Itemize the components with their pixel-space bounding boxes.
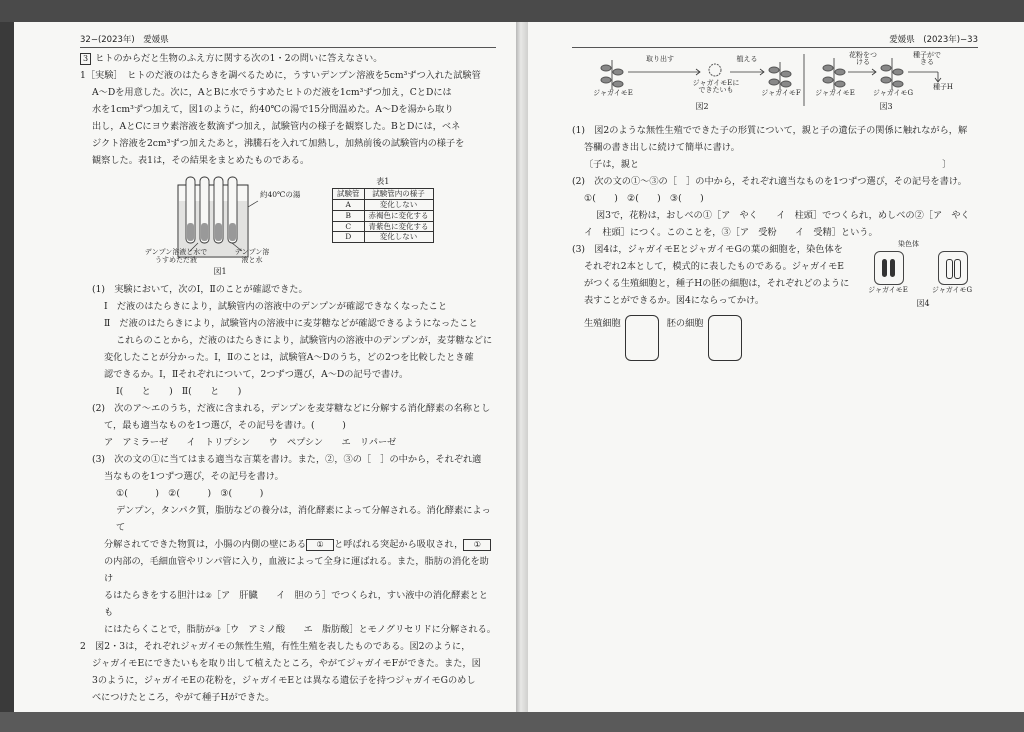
- question-intro-text: ヒトのからだと生物のふえ方に関する次の1・2の問いに答えなさい。: [95, 52, 383, 64]
- table-row: [333, 232, 434, 243]
- arrow-label-seed: 種子ができる: [913, 50, 941, 67]
- r-sub3-line: がつくる生殖細胞と，種子Hの胚の細胞は，それぞれどのように: [584, 277, 850, 289]
- table-cell: D: [333, 232, 365, 243]
- question-number: 3: [80, 53, 91, 65]
- q2-line: ジャガイモEにできたいもを取り出して植えたところ，やがてジャガイモFができた。また，図: [92, 658, 481, 670]
- sub3-line: 当なものを1つずつ選び，その記号を書け。: [104, 471, 284, 483]
- q1-line: 1［実験］ ヒトのだ液のはたらきを調べるために，うすいデンプン溶液を5cm³ずつ入れた試験管: [80, 69, 481, 81]
- chromosome: [954, 259, 961, 279]
- q2-line: べにつけたところ，やがて種子Hができた。: [92, 692, 275, 704]
- left-header: [80, 34, 496, 48]
- chromosome: [890, 259, 895, 277]
- cell-g: [938, 251, 968, 285]
- potato-e-label: ジャガイモE: [815, 88, 855, 97]
- answer-label-gamete: 生殖細胞: [584, 317, 621, 329]
- potato-f-label: ジャガイモF: [761, 88, 801, 97]
- r-sub3-line: それぞれ2本として，模式的に表したものである。ジャガイモE: [584, 260, 844, 272]
- blank-1-box: ①: [463, 539, 491, 551]
- right-header: [572, 34, 978, 48]
- sub1-line: Ⅱ だ液のはたらきにより，試験管内の溶液中に麦芽糖などが確認できるようになったこと: [104, 317, 478, 329]
- answer-line: 〔子は，親と 〕: [584, 158, 952, 170]
- table1-caption: 表1: [376, 176, 390, 186]
- r-sub2-line: 図3で，花粉は，おしべの①［ア やく イ 柱頭］でつくられ，めしべの②［ア やく: [596, 209, 970, 221]
- r-sub1-line: (1) 図2のような無性生殖でできた子の形質について，親と子の遺伝子の関係に触れながら，解: [572, 124, 968, 136]
- table-header: 試験管: [333, 189, 365, 200]
- table-cell: B: [333, 210, 365, 221]
- left-page: [14, 22, 516, 712]
- answer-line: ①( ) ②( ) ③( ): [584, 192, 704, 204]
- tube-label-right: デンプン溶液と水: [234, 247, 270, 264]
- answer-line: Ⅰ( と ) Ⅱ( と ): [116, 385, 242, 397]
- sub1-line: Ⅰ だ液のはたらきにより，試験管内の溶液中のデンプンが確認できなくなったこと: [104, 300, 448, 312]
- chromosome: [882, 259, 887, 277]
- table1: [332, 188, 434, 243]
- potato-g-label: ジャガイモG: [872, 88, 914, 97]
- q1-line: A～Dを用意した。次に，AとBに水でうすめたヒトのだ液を1cm³ずつ加え，CとDには: [92, 86, 452, 98]
- tube-label-left: デンプン溶液と水でうすめただ液: [144, 247, 208, 264]
- sub3-line: (3) 次の文の①に当てはまる適当な言葉を書け。また，②，③の［ ］の中から，それぞれ適: [92, 454, 482, 466]
- sub2-line: て，最も適当なものを1つ選び，その記号を書け。( ): [104, 419, 346, 431]
- table-header-row: [333, 189, 434, 200]
- seed-h-label: 種子H: [932, 82, 954, 91]
- answer-box-embryo[interactable]: [708, 315, 742, 361]
- figure1-caption: 図1: [213, 266, 227, 276]
- cell-g-label: ジャガイモG: [931, 285, 973, 294]
- figures-2-3: [572, 50, 978, 114]
- sub1-line: 変化したことが分かった。Ⅰ，Ⅱのことは，試験管A～Dのうち，どの2つを比較したとき確: [104, 351, 474, 363]
- r-sub2-line: (2) 次の文の①～③の［ ］の中から，それぞれ適当なものを1つずつ選び，その記号を書け。: [572, 175, 967, 187]
- circled-number: ②: [205, 591, 212, 601]
- question-intro: [80, 50, 496, 67]
- sub3-line: [80, 621, 496, 638]
- q2-line: 2 図2・3は，それぞれジャガイモの無性生殖，有性生殖を表したものである。図2のように，: [80, 641, 471, 653]
- right-header-text: [889, 34, 978, 47]
- potato-e-label: ジャガイモE: [593, 88, 633, 97]
- arrow-label-pollinate: 花粉をつける: [849, 50, 877, 67]
- text-fragment: るはたらきをする胆汁は: [104, 590, 206, 602]
- r-sub3-line: 表すことができるか。図4にならってかけ。: [584, 294, 765, 306]
- sub1-line: 認できるか。Ⅰ，Ⅱそれぞれについて，2つずつ選び，A～Dの記号で書け。: [104, 368, 409, 380]
- table-row: [333, 221, 434, 232]
- right-page: [528, 22, 1024, 712]
- answer-line: ①( ) ②( ) ③( ): [116, 488, 264, 500]
- answer-box-gamete[interactable]: [625, 315, 659, 361]
- figure4-caption: 図4: [916, 298, 930, 308]
- arrow-label-plant: 植える: [736, 54, 758, 63]
- figure4: [868, 241, 978, 311]
- page-number-left: 32−(2023年): [80, 35, 135, 45]
- sub3-line: [80, 587, 496, 621]
- book-gutter: [516, 22, 528, 712]
- sub3-text: [572, 241, 862, 311]
- figure3-caption: 図3: [879, 101, 893, 111]
- q1-line: ジクト溶液を2cm³ずつ加えたあと，沸騰石を入れて加熱し，加熱前後の試験管内の様子を: [92, 137, 465, 149]
- figure2-caption: 図2: [695, 101, 709, 111]
- q1-line: 出し，AとCにヨウ素溶液を数滴ずつ加え，試験管内の様子を観察した。BとDには，ベネ: [92, 120, 461, 132]
- circled-number: ③: [214, 625, 221, 635]
- figure1-row: [120, 171, 496, 279]
- sub3-line: の内部の，毛細血管やリンパ管に入り，血液によって全身に運ばれる。また，脂肪の消化を助け: [104, 556, 489, 585]
- r-sub2-line: イ 柱頭］につく。このことを，③［ア 受粉 イ 受精］という。: [584, 226, 878, 238]
- sub3-line: [80, 536, 496, 553]
- tuber-label: ジャガイモEにできたいも: [692, 78, 740, 95]
- table-cell: 変化しない: [364, 200, 433, 211]
- sub2-line: (2) 次のア～エのうち，だ液に含まれる，デンプンを麦芽糖などに分解する消化酵素の名称とし: [92, 402, 491, 414]
- sub1-line: (1) 実験において，次のⅠ，Ⅱのことが確認できた。: [92, 283, 308, 295]
- r-sub3-line: (3) 図4は，ジャガイモEとジャガイモGの葉の細胞を，染色体を: [572, 243, 843, 255]
- table-cell: C: [333, 221, 365, 232]
- table-row: [333, 200, 434, 211]
- scan-border-bottom: [0, 712, 1024, 732]
- table-header: 試験管内の様子: [364, 189, 433, 200]
- answer-label-embryo: 胚の細胞: [666, 317, 704, 329]
- water-label: 約40℃の湯: [260, 189, 301, 199]
- sub1-line: これらのことから，だ液のはたらきにより，試験管内の溶液中のデンプンが，麦芽糖などに: [116, 334, 493, 346]
- text-fragment: ［ア 肝臓 イ 胆のう］でつくられ，すい液中の消化酵素ととも: [104, 590, 488, 619]
- left-header-text: [80, 34, 169, 47]
- chromosome-label: 染色体: [898, 239, 919, 248]
- table-cell: A: [333, 200, 365, 211]
- table-cell: 赤褐色に変化する: [364, 210, 433, 221]
- sub3-block: [572, 241, 978, 311]
- sub2-choices: ア アミラーゼ イ トリプシン ウ ペプシン エ リパーゼ: [104, 437, 397, 448]
- table1-block: [332, 177, 434, 243]
- text-fragment: と呼ばれる突起から吸収され，: [334, 539, 464, 551]
- text-fragment: にはたらくことで，脂肪が: [104, 624, 215, 636]
- chromosome: [946, 259, 953, 279]
- table-cell: 青紫色に変化する: [364, 221, 433, 232]
- q1-line: 水を1cm³ずつ加えて，図1のように，約40℃の湯で15分間温めた。A～Dを湯から取り: [92, 103, 454, 115]
- text-fragment: ［ウ アミノ酸 エ 脂肪酸］とモノグリセリドに分解される。: [220, 624, 496, 636]
- prefecture-label: 愛媛県: [143, 35, 169, 45]
- blank-1-box: ①: [306, 539, 334, 551]
- cell-e: [874, 251, 904, 285]
- answer-boxes: [572, 315, 978, 361]
- arrow-label-take-out: 取り出す: [646, 54, 674, 63]
- q1-line: 観察した。表1は，その結果をまとめたものである。: [92, 154, 310, 166]
- cell-e-label: ジャガイモE: [868, 285, 908, 294]
- page-number-right: (2023年)−33: [923, 35, 978, 45]
- text-fragment: 分解されてできた物質は，小腸の内側の壁にある: [104, 539, 307, 551]
- r-sub1-line: 答欄の書き出しに続けて簡単に書け。: [584, 141, 740, 153]
- sub3-line: デンプン，タンパク質，脂肪などの養分は，消化酵素によって分解される。消化酵素によって: [116, 505, 491, 534]
- table-cell: 変化しない: [364, 232, 433, 243]
- q2-line: 3のように，ジャガイモEの花粉を，ジャガイモEとは異なる遺伝子を持つジャガイモGのめし: [92, 675, 476, 687]
- table-row: [333, 210, 434, 221]
- scan-border-top: [0, 0, 1024, 22]
- prefecture-label: 愛媛県: [889, 35, 915, 45]
- figure1: [120, 171, 320, 279]
